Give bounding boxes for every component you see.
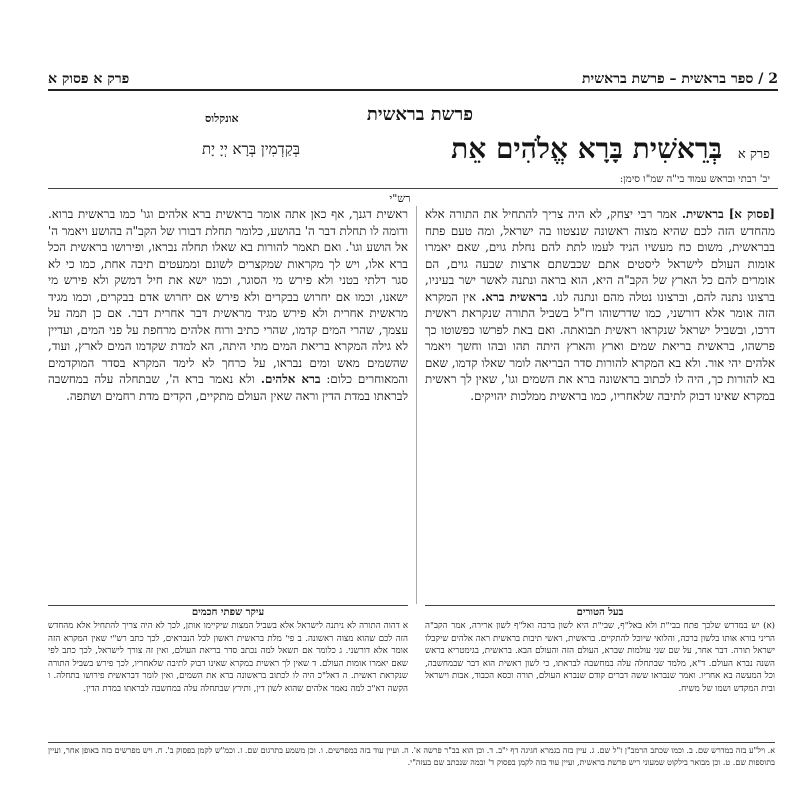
onkelos-label: אונקלוס [205,112,239,125]
footnotes: א. ויל"ע בזה במדרש שם. ב. וכמו שכתב הרמב"ן ז"ל שם. ג. עיין בזה בגמרא חגיגה דף י"ב. ד. וכן הוא בב"ר פרשה א'. ה. ועיין עוד בזה במפרשים. ו. וכן משמע בתרגום שם. ז. וכמ"ש לקמן בפסוק ב'. ח. ויש מפרשים בזה באופן אחר, ועיין בתוספות שם. ט. וכן מבואר בילקוט שמעוני ריש פרשת בראשית, ועיין עוד בזה לקמן בפסוק ד' ובמה שנכתב שם בעזה"י. [48,742,775,800]
rashi-label: רש"י [389,192,411,205]
column-divider [416,206,417,604]
verse-note: יב' רבתי ובראש עמוד בי"ה שמ"ו סימן: [619,174,770,185]
running-header [48,62,778,88]
perek-label: פרק א [737,147,770,162]
rashi-dibur: [פסוק א] בראשית. [676,207,775,221]
header-rule [48,89,778,91]
book-title: 2 / ספר בראשית – פרשת בראשית [582,71,778,87]
rashi-comment: אמר רבי יצחק, לא היה צריך להתחיל את התורה אלא מהחדש הזה לכם שהיא מצוה ראשונה שנצטוו בה ישראל, ומה טעם פתח בבראשית, משום כח מעשיו הגיד לעמו לתת להם נחלת גוים, שאם יאמרו אומות העולם לישראל ליסטים אתם שכבשתם ארצות שבעה גוים, הם אומרים להם כל הארץ של הקב"ה היא, הוא בראה ונתנה לאשר ישר בעיניו, ברצונו נתנה להם, וברצונו נטלה מהם ונתנה לנו. [425,207,775,304]
rashi-column-right [425,206,775,604]
siftei-chachamim-title: עיקר שפתי חכמים [48,605,408,621]
baal-haturim-title: בעל הטורים [425,605,775,621]
verse-rule [48,188,778,189]
rashi-column-left [48,206,408,604]
rashi-dibur: ברא אלהים. [254,372,321,386]
verse-words: בְּרֵאשִׁית בָּרָא אֱלֹהִים אֵת [451,132,723,165]
siftei-chachamim-text: א דהוה התורה לא ניתנה לישראל אלא בשביל המצות שיקיימו אותן, לכך לא היה צריך להתחיל אלא מהחדש הזה לכם שהוא מצוה ראשונה. ב פי' מלת בראשית ראשון לכל הנבראים, לכך כתב רש"י שאין המקרא הזה אומר אלא דורשני. ג כלומר אם תשאל למה נכתב סדר בריאת העולם, ואין זה צורך לישראל, לכך כתב לפי שאם יאמרו אומות העולם. ד שאין לך ראשית במקרא שאינו דבוק לתיבה שלאחריו, לכך פירש בשביל התורה שנקראת ראשית. ה דאל"כ היה לו לכתוב בראשונה ברא את השמים, ואין לומר דבראשית פירושו בתחלה. ו הקשה דא"כ למה נאמר אלהים שהוא לשון דין, ותירץ שבתחלה עלה במחשבה לבראתו במדת הדין. [48,621,408,694]
rashi-comment: ולא נאמר ברא ה', שבתחלה עלה במחשבה לבראתו במדת הדין וראה שאין העולם מתקיים, הקדים מדת רחמים ושתפה. [48,372,408,403]
rashi-comment: אין המקרא הזה אומר אלא דורשני, כמו שדרשוהו רז"ל בשביל התורה שנקראת ראשית דרכו, ובשביל ישראל שנקראו ראשית תבואתה. ואם באת לפרשו כפשוטו כך פרשהו, בראשית בריאת שמים וארץ והארץ היתה תהו ובהו וחשך ויאמר אלהים יהי אור. ולא בא המקרא להורות סדר הבריאה לומר שאלו קדמו, שאם בא להורות כך, היה לו לכתוב בראשונה ברא את השמים וגו', שאין לך ראשית במקרא שאינו דבוק לתיבה שלאחריו, כמו בראשית ממלכות יהויקים. [425,289,775,403]
onkelos-translation: בְּקַדְמִין בְּרָא יְיָ יָת [202,140,300,158]
rashi-comment: ראשית דגנך, אף כאן אתה אומר בראשית ברא אלהים וגו' כמו בראשית ברוא. ודומה לו תחלת דבר ה' בהושע, כלומר תחלת דבורו של הקב"ה בהושע ויאמר ה' אל הושע וגו'. ואם תאמר להורות בא שאלו תחלה נבראו, ופירושו בראשית הכל ברא אלו, ויש לך מקראות שמקצרים לשונם וממעטים תיבה אחת, כמו כי לא סגר דלתי בטני ולא פירש מי הסוגר, וכמו ישא את חיל דמשק ולא פירש מי ישאנו, וכמו אם יחרוש בבקרים ולא פירש אם יחרוש אדם בבקרים, וכמו מגיד מראשית אחרית ולא פירש מגיד מראשית דבר אחרית דבר. אם כן תמה על עצמך, שהרי המים קדמו, שהרי כתיב ורוח אלהים מרחפת על פני המים, ועדיין לא גילה המקרא בריאת המים מתי היתה, הא למדת שקדמו המים לארץ, ועוד, שהשמים מאש ומים נבראו, על כרחך לא לימד המקרא בסדר המוקדמים והמאוחרים כלום: [48,207,408,386]
parasha-title: פרשת בראשית [366,104,474,125]
chapter-verse-label: פרק א פסוק א [48,71,130,87]
baal-haturim-text: (א) יש במדרש שלכך פתח בבי"ת ולא באל"ף, שבי"ת היא לשון ברכה ואל"ף לשון ארירה, אמר הקב"ה הריני בורא אותו בלשון ברכה, והלואי שיוכל להתקיים. בראשית, ראשי תיבות בראשית ראה אלהים שיקבלו ישראל תורה. דבר אחר, על שם שני עולמות שברא, העולם הזה והעולם הבא. בראשית, בגימטריא בראש השנה נברא העולם. ד"א, מלמד שבתחלה עלה במחשבה לבראתו, כי לשון ראשית הוא דבר שבמחשבה, וכל המעשה בא אחריו. ואמר שנבראו ששה דברים קודם שנברא העולם, תורה וכסא הכבוד, אבות וישראל ובית המקדש ושמו של משיח. [425,621,775,694]
verse-text [300,132,770,172]
rashi-dibur: בראשית ברא. [476,289,548,304]
